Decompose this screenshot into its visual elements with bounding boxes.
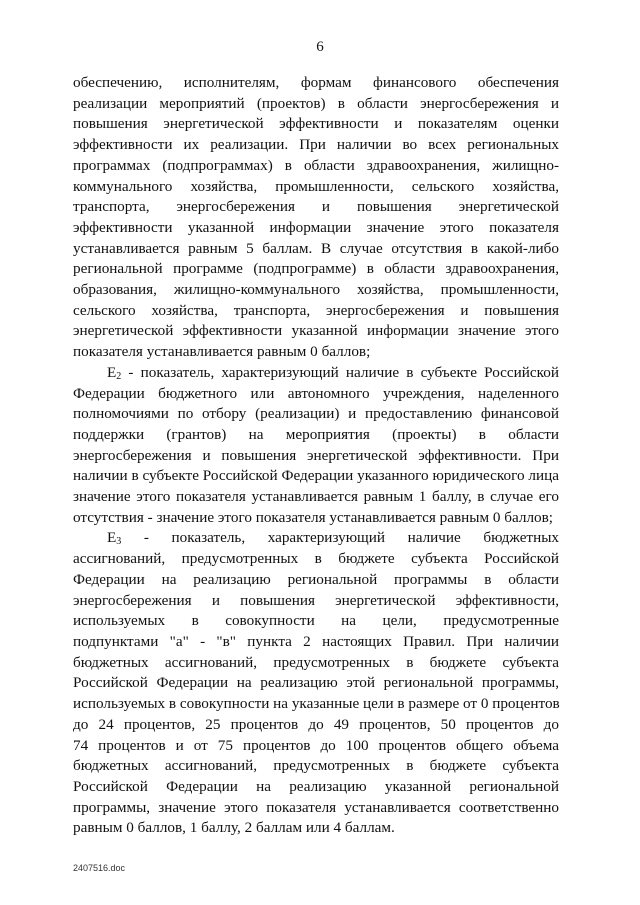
- text-line: обеспечению, исполнителям, формам финансового обеспечения: [73, 74, 559, 91]
- text-line: энергосбережения и повышения энергетической эффективности. При: [73, 446, 559, 464]
- text-line: Российской Федерации на реализацию этой региональной программы,: [73, 674, 559, 692]
- paragraph-e3-first-line: $Е_3$ - показатель, характеризующий наличие бюджетных: [107, 529, 559, 548]
- text-line: повышения энергетической эффективности и показателям оценки: [73, 115, 559, 133]
- text-line: показателя устанавливается равным 0 баллов;: [73, 343, 371, 361]
- text-line: транспорта, энергосбережения и повышения энергетической: [73, 198, 559, 216]
- text-line: эффективности их реализации. При наличии во всех региональных: [73, 136, 559, 154]
- text-line: до 24 процентов, 25 процентов до 49 процентов, 50 процентов до: [73, 715, 559, 733]
- text-line: используемых в совокупности на цели, предусмотренные: [73, 612, 559, 630]
- page-number: 6: [316, 39, 324, 55]
- text-line: образования, жилищно-коммунального хозяйства, промышленности,: [73, 281, 559, 299]
- text-line: ассигнований, предусмотренных в бюджете субъекта Российской: [73, 550, 559, 568]
- text-line: Федерации на реализацию региональной программы в области: [73, 570, 559, 588]
- text-line: энергетической эффективности указанной информации значение этого: [73, 322, 559, 340]
- text-line: поддержки (грантов) на мероприятия (проекты) в области: [73, 425, 559, 443]
- text-line: Российской Федерации на реализацию указанной региональной: [73, 777, 559, 795]
- text-line: энергосбережения и повышения энергетической эффективности,: [73, 591, 559, 609]
- document-filename: 2407516.doc: [73, 863, 126, 873]
- text-line: полномочиями по отбору (реализации) и предоставлению финансовой: [73, 405, 559, 423]
- text-line: 74 процентов и от 75 процентов до 100 процентов общего объема: [73, 736, 559, 754]
- text-line: программах (подпрограммах) в области здравоохранения, жилищно-: [73, 156, 559, 174]
- paragraph-e2-first-line: $Е_2$ - показатель, характеризующий наличие в субъекте Российской: [107, 363, 559, 382]
- text-line: подпунктами "а" - "в" пункта 2 настоящих Правил. При наличии: [73, 632, 559, 650]
- text-line: коммунального хозяйства, промышленности, сельского хозяйства,: [73, 177, 559, 195]
- text-line: бюджетных ассигнований, предусмотренных в бюджете субъекта: [73, 653, 559, 671]
- paragraph-e2: [73, 363, 559, 529]
- text-line: программы, значение этого показателя устанавливается соответственно: [73, 798, 559, 816]
- text-line: используемых в совокупности на указанные цели в размере от 0 процентов: [73, 695, 560, 713]
- e2-symbol: $Е_2$: [107, 363, 122, 382]
- text-line: региональной программе (подпрограмме) в области здравоохранения,: [73, 260, 559, 278]
- text-line: эффективности указанной информации значение этого показателя: [73, 218, 559, 236]
- text-line: равным 0 баллов, 1 баллу, 2 баллам или 4 баллам.: [73, 819, 395, 837]
- text-line: Федерации бюджетного или автономного учреждения, наделенного: [73, 384, 559, 402]
- paragraph-e3: [73, 528, 559, 839]
- text-line: устанавливается равным 5 баллам. В случае отсутствия в какой-либо: [73, 239, 559, 257]
- document-body: [73, 73, 559, 839]
- paragraph-1: [73, 73, 559, 363]
- text-line: наличии в субъекте Российской Федерации указанного юридического лица: [73, 467, 559, 485]
- text-line: сельского хозяйства, транспорта, энергосбережения и повышения: [73, 301, 559, 319]
- text-line: реализации мероприятий (проектов) в области энергосбережения и: [73, 94, 559, 112]
- text-line: отсутствия - значение этого показателя устанавливается равным 0 баллов;: [73, 508, 554, 526]
- text-line: бюджетных ассигнований, предусмотренных в бюджете субъекта: [73, 757, 559, 775]
- text-line: значение этого показателя устанавливается равным 1 баллу, в случае его: [73, 488, 559, 506]
- e3-symbol: $Е_3$: [107, 529, 122, 548]
